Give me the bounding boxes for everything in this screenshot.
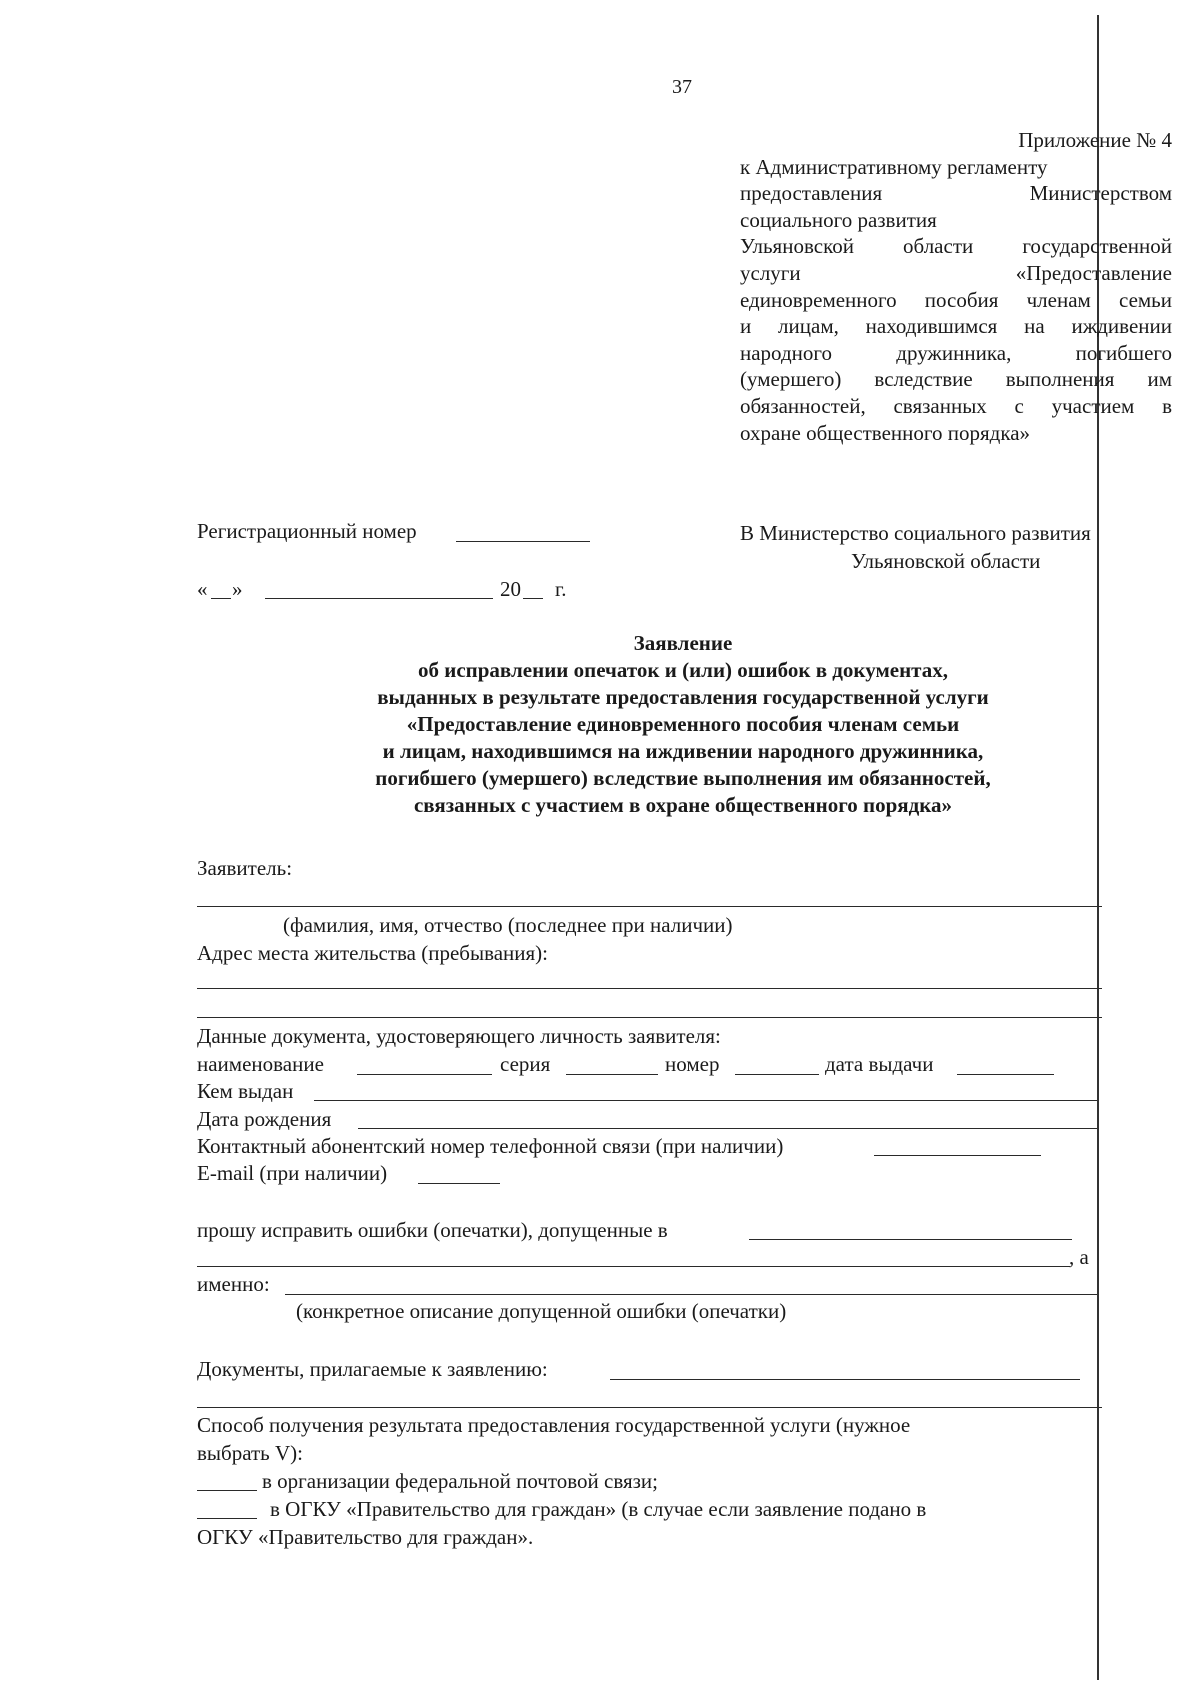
- applicant-fio-field[interactable]: [197, 906, 1102, 907]
- statement-line: выданных в результате предоставления государственной услуги: [377, 685, 989, 709]
- doc-number-label: номер: [665, 1052, 720, 1076]
- address-field-2[interactable]: [197, 1017, 1102, 1018]
- appendix-line: Ульяновской области государственной: [740, 234, 1172, 259]
- attachments-label: Документы, прилагаемые к заявлению:: [197, 1357, 548, 1381]
- applicant-label: Заявитель:: [197, 856, 293, 880]
- request-document-field-2[interactable]: [197, 1266, 1070, 1267]
- option-1-checkbox[interactable]: [197, 1490, 257, 1491]
- addressee-line-1: В Министерство социального развития: [740, 521, 1091, 545]
- page-number: 37: [672, 76, 692, 98]
- method-line-2: выбрать V):: [197, 1441, 303, 1465]
- method-line-1: Способ получения результата предоставления государственной услуги (нужное: [197, 1413, 911, 1437]
- statement-line: об исправлении опечаток и (или) ошибок в документах,: [417, 658, 948, 682]
- attachments-field-2[interactable]: [197, 1407, 1102, 1408]
- phone-field[interactable]: [874, 1155, 1041, 1156]
- request-label: прошу исправить ошибки (опечатки), допущенные в: [197, 1218, 668, 1242]
- appendix-title: Приложение № 4: [1018, 128, 1172, 152]
- appendix-line: народного дружинника, погибшего: [740, 340, 1172, 365]
- doc-name-field[interactable]: [357, 1074, 492, 1075]
- appendix-line: и лицам, находившимся на иждивении: [740, 314, 1172, 339]
- statement-line: связанных с участием в охране общественного порядка»: [413, 793, 953, 817]
- birth-date-label: Дата рождения: [197, 1107, 332, 1131]
- appendix-line: предоставления Министерством: [740, 181, 1172, 206]
- comma-a: , а: [1069, 1245, 1089, 1269]
- date-close-quote: »: [232, 577, 243, 601]
- date-day-field[interactable]: [211, 598, 231, 599]
- birth-date-field[interactable]: [358, 1128, 1097, 1129]
- date-year-field[interactable]: [523, 598, 543, 599]
- statement-subtitle: [300, 657, 1066, 819]
- email-label: E-mail (при наличии): [197, 1161, 388, 1185]
- phone-label: Контактный абонентский номер телефонной связи (при наличии): [197, 1134, 784, 1158]
- option-2-checkbox[interactable]: [197, 1518, 257, 1519]
- namely-label: именно:: [197, 1272, 270, 1296]
- appendix-line: к Административному регламенту: [740, 154, 1048, 179]
- year-suffix: г.: [555, 577, 567, 601]
- error-hint: (конкретное описание допущенной ошибки (опечатки): [296, 1299, 787, 1323]
- appendix-line: охране общественного порядка»: [740, 420, 1031, 445]
- doc-series-label: серия: [500, 1052, 551, 1076]
- statement-title-block: [300, 630, 1066, 819]
- option-2-label-line-2: ОГКУ «Правительство для граждан».: [197, 1525, 534, 1549]
- appendix-line: (умершего) вследствие выполнения им: [740, 367, 1172, 392]
- request-document-field[interactable]: [749, 1239, 1072, 1240]
- address-field-1[interactable]: [197, 988, 1102, 989]
- doc-series-field[interactable]: [566, 1074, 658, 1075]
- option-1-label: в организации федеральной почтовой связи;: [262, 1469, 659, 1493]
- addressee-line-2: Ульяновской области: [851, 549, 1041, 573]
- appendix-line: социального развития: [740, 207, 937, 232]
- appendix-block: [740, 127, 1172, 446]
- address-label: Адрес места жительства (пребывания):: [197, 941, 549, 965]
- appendix-line: услуги «Предоставление: [740, 260, 1172, 285]
- statement-line: и лицам, находившимся на иждивении народного дружинника,: [382, 739, 984, 763]
- year-prefix: 20: [500, 577, 521, 601]
- appendix-lines: [740, 154, 1172, 447]
- email-field[interactable]: [418, 1183, 500, 1184]
- statement-title: Заявление: [633, 631, 733, 655]
- date-open-quote: «: [197, 577, 208, 601]
- id-document-label: Данные документа, удостоверяющего личность заявителя:: [197, 1024, 721, 1048]
- date-month-field[interactable]: [265, 598, 493, 599]
- attachments-field[interactable]: [610, 1379, 1080, 1380]
- statement-line: погибшего (умершего) вследствие выполнения им обязанностей,: [375, 766, 991, 790]
- registration-label: Регистрационный номер: [197, 519, 417, 543]
- appendix-line: обязанностей, связанных с участием в: [740, 393, 1172, 418]
- doc-number-field[interactable]: [735, 1074, 819, 1075]
- issued-by-field[interactable]: [314, 1100, 1097, 1101]
- error-description-field[interactable]: [285, 1294, 1097, 1295]
- option-2-label-line-1: в ОГКУ «Правительство для граждан» (в случае если заявление подано в: [270, 1497, 927, 1521]
- doc-name-label: наименование: [197, 1052, 324, 1076]
- issued-by-label: Кем выдан: [197, 1079, 294, 1103]
- statement-line: «Предоставление единовременного пособия членам семьи: [406, 712, 960, 736]
- doc-issue-date-label: дата выдачи: [825, 1052, 934, 1076]
- appendix-line: единовременного пособия членам семьи: [740, 287, 1172, 312]
- doc-issue-date-field[interactable]: [957, 1074, 1054, 1075]
- fio-hint: (фамилия, имя, отчество (последнее при наличии): [283, 913, 733, 937]
- registration-number-field[interactable]: [456, 541, 590, 542]
